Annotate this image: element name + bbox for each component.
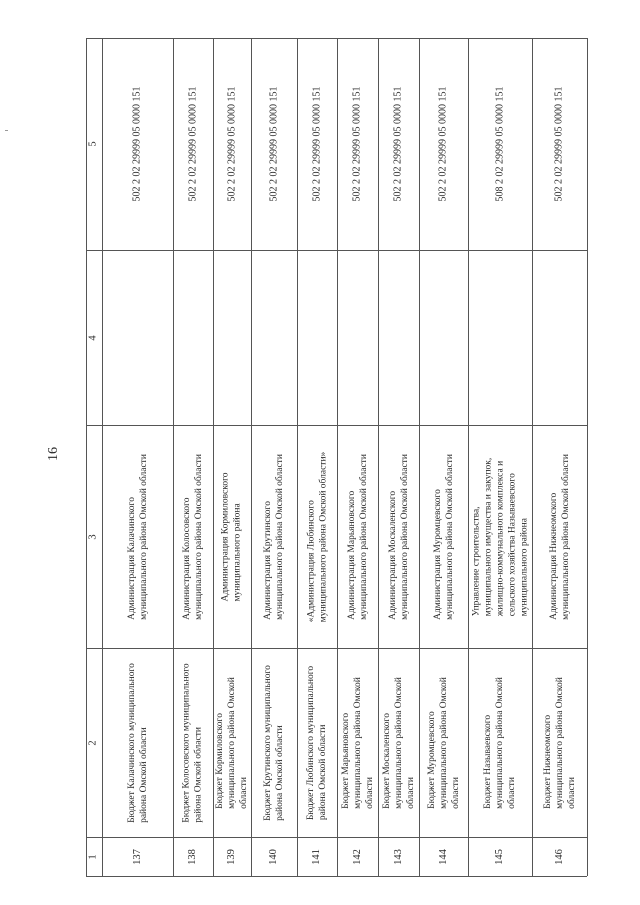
table-row-143-code-text: 502 2 02 29999 05 0000 151 [392, 86, 404, 202]
table-row-137-budget-text: Бюджет Калачинского муниципального района Омской области [126, 662, 149, 823]
table-row-146-code-text: 502 2 02 29999 05 0000 151 [553, 86, 565, 202]
table-row-146-num [532, 837, 587, 876]
table-row-144-code [419, 38, 468, 250]
table-row-138-col4 [173, 250, 213, 425]
column-header-3 [86, 425, 102, 648]
table-row-139-code-text: 502 2 02 29999 05 0000 151 [226, 86, 237, 202]
table-row-140-num-text: 140 [268, 848, 279, 865]
table-row-142-administrator [337, 425, 378, 648]
table-row-141-num [297, 837, 337, 876]
table-row-145-budget-text: Бюджет Называевского муниципального района Омской области [483, 676, 517, 809]
table-row-141-code-text: 502 2 02 29999 05 0000 151 [311, 86, 322, 202]
table-row-137-administrator [102, 425, 173, 648]
table-row-142-budget-text: Бюджет Марьяновского муниципального района Омской области [340, 676, 375, 809]
table-row-139-num [213, 837, 251, 876]
table-row-143-budget-text: Бюджет Москаленского муниципального района Омской области [381, 676, 416, 809]
table-row-143-administrator-text: Администрация Москаленского муниципального района Омской области [387, 453, 410, 620]
table-row-140-code-text: 502 2 02 29999 05 0000 151 [268, 86, 279, 202]
table-row-142-num [337, 837, 378, 876]
table-row-139-code [213, 38, 251, 250]
table-row-137-administrator-text: Администрация Калачинского муниципального района Омской области [126, 453, 149, 620]
table-row-142-code [337, 38, 378, 250]
table-row-146-administrator [532, 425, 587, 648]
table-row-144-num-text: 144 [437, 848, 449, 865]
table-row-141-budget-text: Бюджет Любинского муниципального района Омской области [306, 665, 328, 820]
table-row-145-code [468, 38, 532, 250]
table-row-145-budget [468, 648, 532, 837]
table-row-144-col4 [419, 250, 468, 425]
table-row-143-num [378, 837, 419, 876]
table-row-146-budget [532, 648, 587, 837]
column-header-2 [86, 648, 102, 837]
table-row-146-num-text: 146 [553, 848, 565, 865]
page-number: 16 [46, 447, 61, 461]
table-row-140-budget [251, 648, 297, 837]
column-header-5 [86, 38, 102, 250]
table-row-138-budget-text: Бюджет Колосовского муниципального района Омской области [182, 662, 205, 823]
column-header-4-text: 4 [88, 334, 99, 341]
table-row-141-budget [297, 648, 337, 837]
table-row-140-col4 [251, 250, 297, 425]
table-row-145-code-text: 508 2 02 29999 05 0000 151 [494, 86, 505, 202]
margin-mark [5, 130, 8, 131]
table-row-138-num-text: 138 [187, 848, 198, 865]
table-row-137-col4 [102, 250, 173, 425]
table-row-146-col4 [532, 250, 587, 425]
table-row-145-num [468, 837, 532, 876]
table-row-144-budget [419, 648, 468, 837]
table-column-border [86, 876, 587, 877]
table-row-141-administrator [297, 425, 337, 648]
table-row-142-num-text: 142 [351, 848, 363, 865]
table-row-142-administrator-text: Администрация Марьяновского муниципального района Омской области [346, 453, 369, 620]
table-row-138-administrator-text: Администрация Колосовского муниципального района Омской области [182, 453, 204, 620]
table-row-138-code-text: 502 2 02 29999 05 0000 151 [187, 86, 198, 202]
table-row-137-code [102, 38, 173, 250]
column-header-1 [86, 837, 102, 876]
table-row-139-administrator-text: Администрация Кормиловского муниципального района [221, 471, 244, 602]
table-row-143-administrator [378, 425, 419, 648]
table-row-143-num-text: 143 [392, 848, 404, 865]
table-row-137-num-text: 137 [131, 848, 143, 865]
column-header-3-text: 3 [88, 533, 99, 540]
table-row-138-num [173, 837, 213, 876]
table-row-144-num [419, 837, 468, 876]
column-header-4 [86, 250, 102, 425]
table-row-144-administrator [419, 425, 468, 648]
table-row-144-budget-text: Бюджет Муромцевского муниципального района Омской области [426, 676, 461, 809]
table-row-139-budget [213, 648, 251, 837]
table-row-145-col4 [468, 250, 532, 425]
table-row-143-budget [378, 648, 419, 837]
table-row-139-col4 [213, 250, 251, 425]
table-row-138-administrator [173, 425, 213, 648]
data-table [86, 38, 587, 876]
table-row-border [587, 38, 588, 876]
table-row-137-num [102, 837, 173, 876]
table-row-141-col4 [297, 250, 337, 425]
table-row-145-administrator-text: Управление строительства, муниципального имущества и закупок, жилищно-коммунального комплекса и сельского хозяйства Называевского муниципального района [471, 457, 529, 616]
table-row-140-num [251, 837, 297, 876]
table-row-142-budget [337, 648, 378, 837]
table-row-141-administrator-text: «Администрация Любинского муниципального района Омской области» [306, 451, 328, 622]
table-row-141-code [297, 38, 337, 250]
table-row-146-code [532, 38, 587, 250]
table-row-138-budget [173, 648, 213, 837]
table-row-138-code [173, 38, 213, 250]
column-header-2-text: 2 [88, 739, 99, 746]
table-row-137-code-text: 502 2 02 29999 05 0000 151 [131, 86, 143, 202]
table-row-142-col4 [337, 250, 378, 425]
table-row-139-budget-text: Бюджет Кормиловского муниципального района Омской области [215, 676, 249, 809]
table-row-144-administrator-text: Администрация Муромцевского муниципального района Омской области [432, 453, 455, 620]
table-row-140-administrator-text: Администрация Крутинского муниципального района Омской области [263, 453, 285, 620]
table-row-143-code [378, 38, 419, 250]
table-row-146-budget-text: Бюджет Нижнеомского муниципального района Омской области [542, 676, 577, 809]
table-row-139-administrator [213, 425, 251, 648]
table-row-139-num-text: 139 [226, 848, 237, 865]
table-row-140-administrator [251, 425, 297, 648]
table-row-141-num-text: 141 [311, 848, 322, 865]
table-row-140-budget-text: Бюджет Крутинского муниципального района Омской области [263, 664, 285, 821]
column-header-1-text: 1 [88, 853, 99, 860]
table-row-140-code [251, 38, 297, 250]
table-row-145-administrator [468, 425, 532, 648]
table-row-144-code-text: 502 2 02 29999 05 0000 151 [437, 86, 449, 202]
table-row-143-col4 [378, 250, 419, 425]
table-row-145-num-text: 145 [494, 848, 505, 865]
table-row-142-code-text: 502 2 02 29999 05 0000 151 [351, 86, 363, 202]
table-row-137-budget [102, 648, 173, 837]
table-row-146-administrator-text: Администрация Нижнеомского муниципального района Омской области [548, 453, 571, 620]
column-header-5-text: 5 [88, 141, 99, 147]
